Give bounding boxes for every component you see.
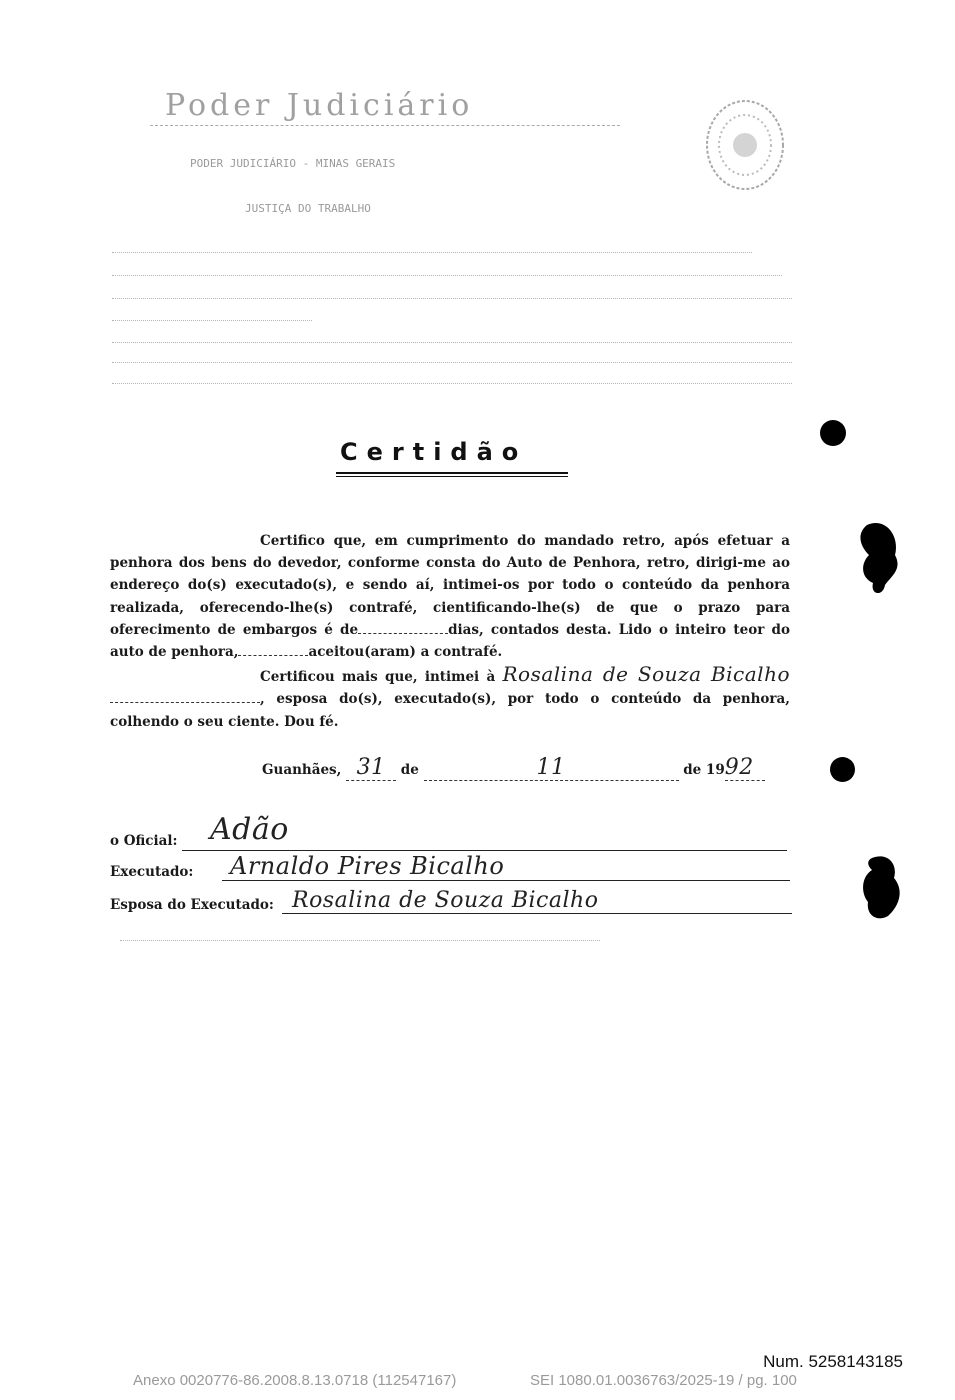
faded-form-line: [112, 252, 752, 253]
oficial-label: o Oficial:: [110, 833, 178, 849]
header-line-2: JUSTIÇA DO TRABALHO: [245, 202, 371, 215]
handwritten-wife-name: Rosalina de Souza Bicalho: [502, 662, 790, 687]
p1-lead: Certifico que, em cumprimento do mandado retro, após efetuar: [260, 533, 773, 549]
p1-end: aceitou(aram) a contrafé.: [308, 644, 503, 661]
blank-accepted: [238, 643, 308, 656]
faded-form-line: [112, 342, 792, 343]
p1-days: dias, contados desta. Lido o inteiro teor do auto de penhora,: [110, 621, 790, 661]
blank-name: [110, 690, 260, 703]
ink-blot-mark: [858, 850, 906, 925]
punch-hole-mark: [830, 757, 855, 782]
date-year: 92: [725, 755, 765, 781]
esposa-signature-line: [282, 913, 792, 914]
faded-form-line: [112, 362, 792, 363]
oficial-signature: Adão: [210, 812, 289, 847]
p2-rest: , esposa do(s), executado(s), por todo o conteúdo da penhora, colhendo o seu ciente. Dou fé.: [110, 691, 790, 730]
esposa-label: Esposa do Executado:: [110, 897, 274, 913]
punch-hole-mark: [820, 420, 846, 446]
header-rule: [150, 125, 620, 126]
sei-reference: SEI 1080.01.0036763/2025-19 / pg. 100: [530, 1372, 797, 1389]
date-day: 31: [346, 755, 396, 781]
faded-form-line: [112, 320, 312, 321]
header-line-1: PODER JUDICIÁRIO - MINAS GERAIS: [190, 157, 396, 170]
p2-lead: Certificou mais que, intimei à: [260, 669, 496, 686]
date-de-1: de: [400, 762, 419, 778]
faded-form-line: [112, 275, 782, 276]
paragraph-2: [110, 663, 790, 733]
title-underline: [336, 472, 568, 474]
paragraph-1: [110, 530, 790, 663]
annex-reference: Anexo 0020776-86.2008.8.13.0718 (112547167): [133, 1372, 457, 1389]
document-title: Certidão: [340, 438, 528, 466]
p1-rest: a penhora dos bens do devedor, conforme consta do Auto de Penhora, retro, dirigi-me ao endereço do(s) executado(s), e sendo aí, intimei-os por todo o conteúdo da penhora realizada, oferecendo-lhe(s) contrafé, cientificando-lhe(s) de que o prazo para oferecimento de embargos é de: [110, 533, 790, 638]
date-month: 11: [424, 755, 679, 781]
faded-form-line: [120, 940, 600, 941]
executado-label: Executado:: [110, 864, 194, 880]
blank-days: [358, 621, 448, 634]
esposa-signature: Rosalina de Souza Bicalho: [292, 888, 599, 913]
title-underline: [336, 476, 568, 477]
ink-blot-mark: [855, 515, 905, 600]
executado-signature: Arnaldo Pires Bicalho: [230, 852, 505, 880]
date-city: Guanhães,: [262, 762, 342, 778]
certificate-body: [110, 530, 790, 733]
document-number: Num. 5258143185: [763, 1352, 903, 1371]
date-line: [262, 755, 792, 781]
faded-form-line: [112, 383, 792, 384]
header-institution: Poder Judiciário: [165, 88, 474, 123]
oficial-signature-line: [182, 850, 787, 851]
faded-form-line: [112, 298, 792, 299]
seal-stamp: [700, 95, 790, 195]
executado-signature-line: [222, 880, 790, 881]
date-de-2: de 19: [683, 762, 725, 778]
